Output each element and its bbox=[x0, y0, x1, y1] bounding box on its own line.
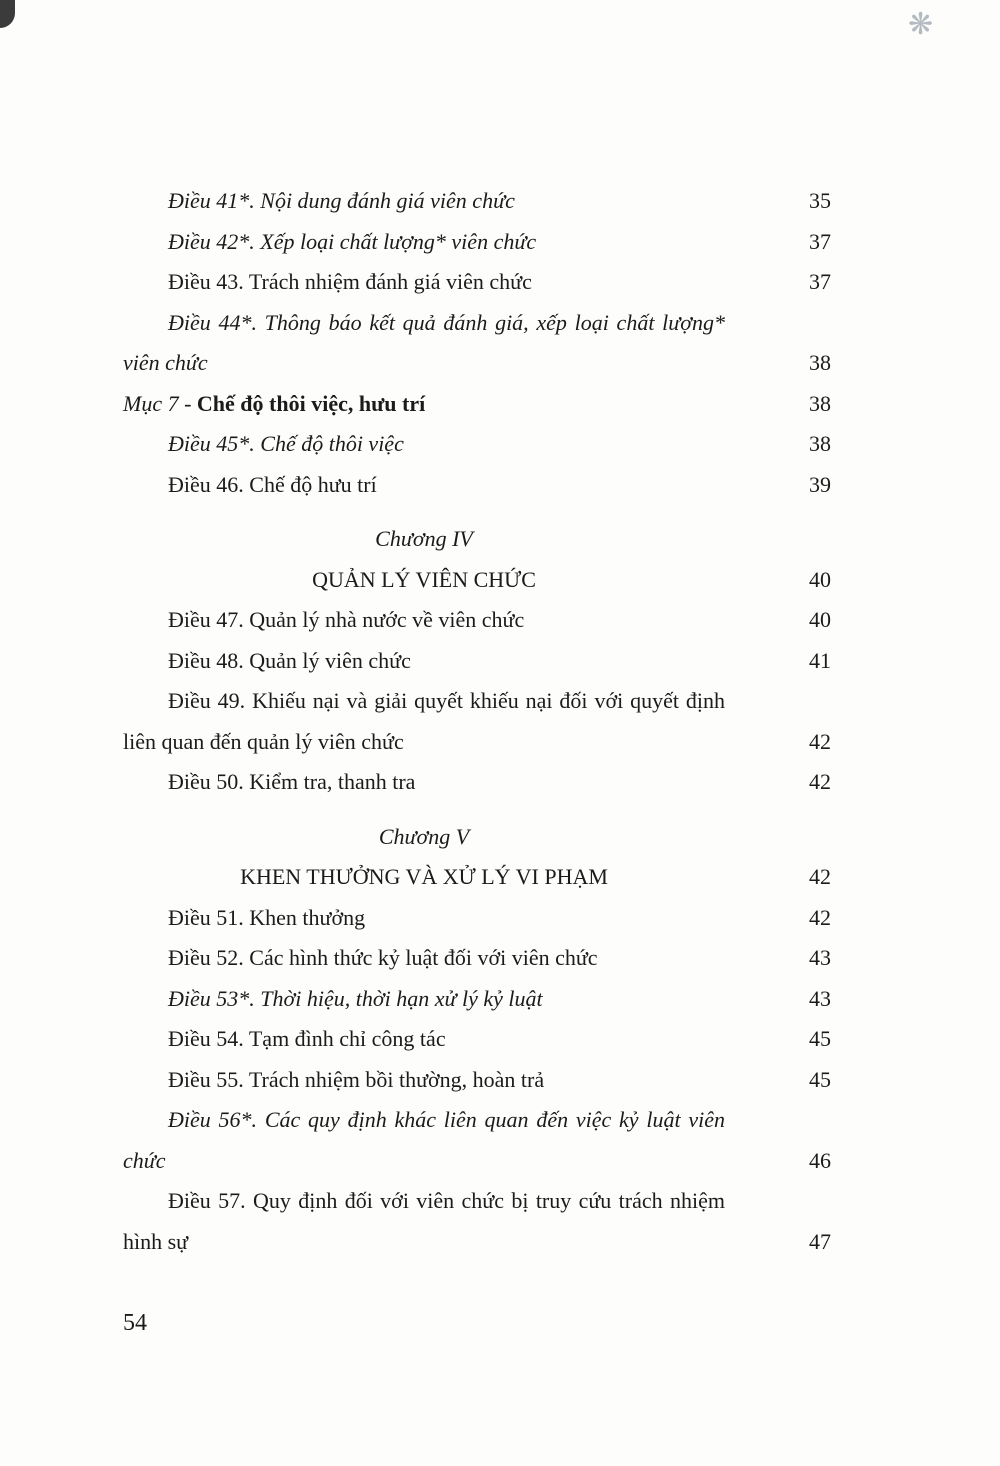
toc-entry bbox=[123, 1019, 831, 1060]
toc-entry bbox=[123, 465, 831, 506]
toc-entry bbox=[123, 1100, 831, 1181]
entry-text: Điều 55. Trách nhiệm bồi thường, hoàn trả bbox=[168, 1066, 545, 1092]
entry-page-number: 38 bbox=[809, 350, 831, 375]
entry-text: Điều 49. Khiếu nại và giải quyết khiếu nại đối với quyết định liên quan đến quản lý viên chức bbox=[123, 688, 725, 754]
toc-entry bbox=[123, 424, 831, 465]
chapter-heading-block bbox=[123, 817, 831, 898]
entry-page-number: 45 bbox=[809, 1026, 831, 1051]
chapter-title-row bbox=[123, 560, 831, 601]
toc-entry bbox=[123, 641, 831, 682]
entry-text: Điều 41*. Nội dung đánh giá viên chức bbox=[168, 188, 515, 213]
toc-entry bbox=[123, 303, 831, 384]
entry-text: Điều 43. Trách nhiệm đánh giá viên chức bbox=[168, 269, 532, 294]
section-title: Chế độ thôi việc, hưu trí bbox=[196, 390, 426, 416]
chapter-label-row bbox=[123, 817, 831, 858]
entry-page-number: 42 bbox=[809, 728, 831, 754]
toc-entry bbox=[123, 898, 831, 939]
entry-text: Điều 48. Quản lý viên chức bbox=[168, 647, 411, 673]
section-prefix: Mục 7 - bbox=[123, 390, 197, 416]
toc-entry bbox=[123, 222, 831, 263]
corner-mark bbox=[0, 0, 15, 28]
chapter-title: QUẢN LÝ VIÊN CHỨC bbox=[312, 566, 536, 592]
entry-page-number: 43 bbox=[809, 945, 831, 970]
entry-page-number: 45 bbox=[809, 1066, 831, 1092]
entry-text: Điều 56*. Các quy định khác liên quan đến việc kỷ luật viên chức bbox=[123, 1107, 725, 1173]
entry-text: Điều 51. Khen thưởng bbox=[168, 904, 366, 930]
entry-page-number: 38 bbox=[809, 390, 831, 416]
toc-entry bbox=[123, 979, 831, 1020]
entry-page-number: 40 bbox=[809, 607, 831, 632]
entry-text: Điều 54. Tạm đình chỉ công tác bbox=[168, 1026, 446, 1051]
entry-text: Điều 46. Chế độ hưu trí bbox=[168, 471, 377, 497]
page-footer-number: 54 bbox=[123, 1310, 147, 1336]
entry-page-number: 42 bbox=[809, 904, 831, 930]
entry-page-number: 42 bbox=[809, 864, 831, 889]
toc-entry bbox=[123, 938, 831, 979]
entry-page-number: 35 bbox=[809, 188, 831, 213]
toc-entry bbox=[123, 681, 831, 762]
entry-text: Điều 42*. Xếp loại chất lượng* viên chức bbox=[168, 228, 537, 254]
entry-page-number: 42 bbox=[809, 769, 831, 794]
table-of-contents bbox=[123, 181, 831, 1262]
toc-entry bbox=[123, 1060, 831, 1101]
entry-page-number: 37 bbox=[809, 228, 831, 254]
entry-text: Điều 57. Quy định đối với viên chức bị truy cứu trách nhiệm hình sự bbox=[123, 1188, 725, 1254]
entry-page-number: 47 bbox=[809, 1228, 831, 1254]
toc-section-heading bbox=[123, 384, 831, 425]
entry-text: Điều 45*. Chế độ thôi việc bbox=[168, 431, 404, 456]
entry-page-number: 41 bbox=[809, 647, 831, 673]
chapter-label: Chương V bbox=[378, 823, 470, 849]
chapter-title: KHEN THƯỞNG VÀ XỬ LÝ VI PHẠM bbox=[240, 864, 608, 889]
entry-text: Điều 50. Kiểm tra, thanh tra bbox=[168, 769, 416, 794]
toc-entry bbox=[123, 1181, 831, 1262]
section-heading-text bbox=[123, 384, 725, 425]
toc-entry bbox=[123, 762, 831, 803]
chapter-title-row bbox=[123, 857, 831, 898]
toc-entry bbox=[123, 600, 831, 641]
chapter-label: Chương IV bbox=[375, 526, 473, 551]
entry-page-number: 43 bbox=[809, 985, 831, 1011]
toc-entry bbox=[123, 262, 831, 303]
entry-text: Điều 52. Các hình thức kỷ luật đối với viên chức bbox=[168, 945, 598, 970]
chapter-label-row bbox=[123, 519, 831, 560]
entry-page-number: 46 bbox=[809, 1147, 831, 1173]
toc-entry bbox=[123, 181, 831, 222]
flower-icon: ❋ bbox=[908, 7, 934, 42]
entry-page-number: 40 bbox=[809, 566, 831, 592]
chapter-heading-block bbox=[123, 519, 831, 600]
entry-page-number: 39 bbox=[809, 471, 831, 497]
entry-page-number: 38 bbox=[809, 431, 831, 456]
entry-text: Điều 47. Quản lý nhà nước về viên chức bbox=[168, 607, 525, 632]
entry-text: Điều 53*. Thời hiệu, thời hạn xử lý kỷ luật bbox=[168, 985, 543, 1011]
entry-text: Điều 44*. Thông báo kết quả đánh giá, xếp loại chất lượng* viên chức bbox=[123, 309, 725, 375]
entry-page-number: 37 bbox=[809, 269, 831, 294]
